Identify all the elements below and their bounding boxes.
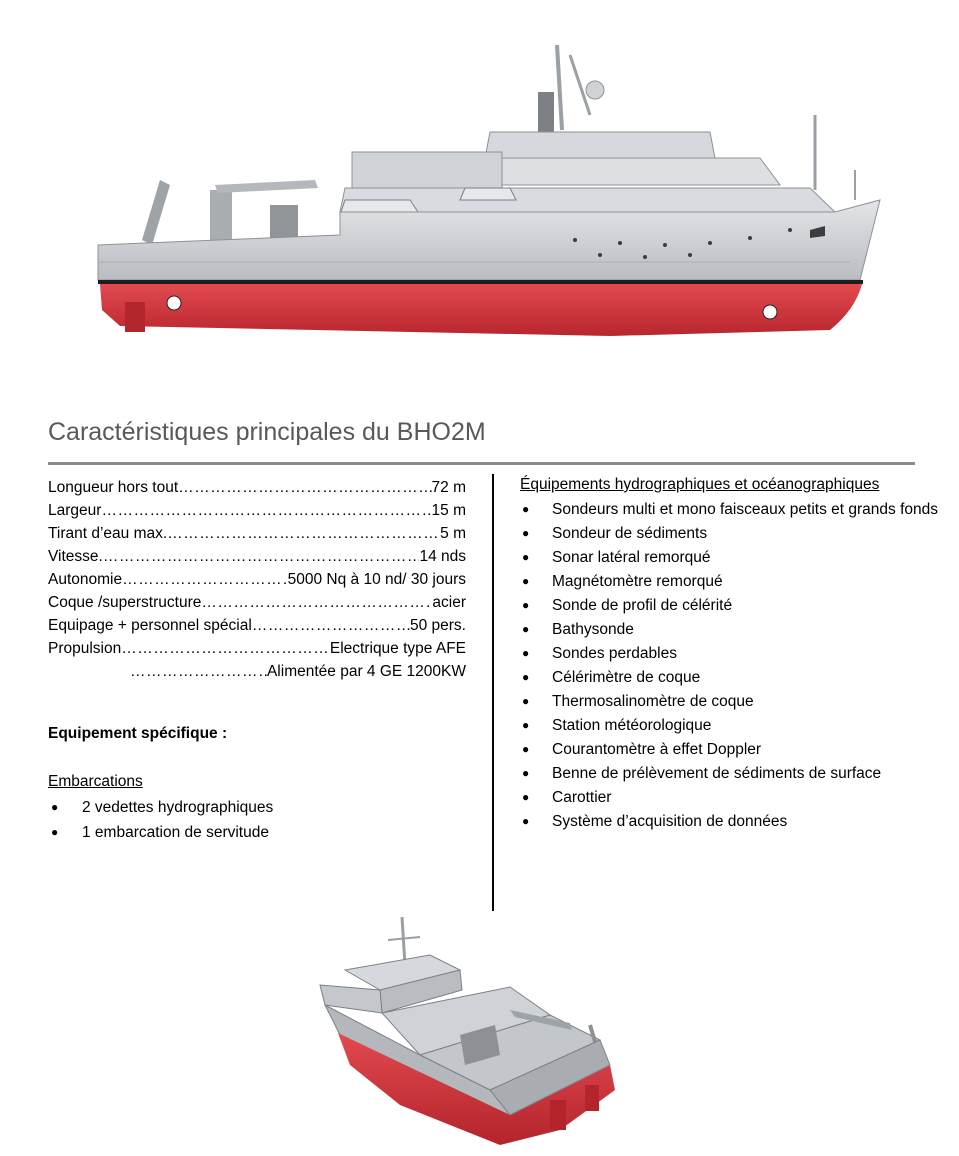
spec-label: Tirant d’eau max. — [48, 525, 168, 542]
list-item-text: Système d’acquisition de données — [552, 813, 788, 830]
list-item — [520, 666, 940, 690]
spec-crew — [48, 614, 466, 637]
bullet-icon: ● — [522, 766, 530, 780]
boats-heading: Embarcations — [48, 773, 143, 790]
spec-label: Coque /superstructure — [48, 594, 202, 611]
list-item-text: Bathysonde — [552, 621, 634, 638]
bullet-icon: ● — [522, 670, 530, 684]
spec-label: Propulsion — [48, 640, 122, 657]
list-item — [520, 546, 940, 570]
spec-speed — [48, 545, 466, 568]
bullet-icon: ● — [522, 790, 530, 804]
list-item-text: Sondeur de sédiments — [552, 525, 708, 542]
spec-value: 50 pers. — [409, 617, 466, 634]
spec-label: Autonomie — [48, 571, 123, 588]
hydro-heading: Équipements hydrographiques et océanographiques — [520, 476, 880, 493]
spec-draught — [48, 522, 466, 545]
spec-value: 5 m — [440, 525, 466, 542]
bullet-icon: ● — [522, 502, 530, 516]
list-item — [48, 795, 273, 820]
list-item — [520, 522, 940, 546]
bullet-icon: ● — [522, 646, 530, 660]
list-item-text: Magnétomètre remorqué — [552, 573, 723, 590]
spec-value: 72 m — [431, 479, 466, 496]
list-item-text: Sonar latéral remorqué — [552, 549, 711, 566]
spec-hull — [48, 591, 466, 614]
bullet-icon: ● — [522, 742, 530, 756]
list-item — [520, 642, 940, 666]
list-item-text: Benne de prélèvement de sédiments de surface — [552, 765, 882, 782]
spec-value: Alimentée par 4 GE 1200KW — [266, 663, 466, 680]
bullet-icon: ● — [522, 550, 530, 564]
list-item — [520, 570, 940, 594]
list-item-text: Courantomètre à effet Doppler — [552, 741, 762, 758]
bullet-icon: ● — [522, 598, 530, 612]
spec-value: 14 nds — [419, 548, 466, 565]
title-divider — [48, 462, 915, 465]
column-divider — [492, 474, 494, 911]
spec-value: acier — [432, 594, 466, 611]
list-item — [520, 810, 940, 834]
equipment-heading: Equipement spécifique : — [48, 725, 228, 742]
spec-label: Largeur — [48, 502, 102, 519]
hydro-list — [520, 498, 940, 834]
list-item-text: Célérimètre de coque — [552, 669, 701, 686]
spec-label: Longueur hors tout — [48, 479, 179, 496]
spec-value: Electrique type AFE — [329, 640, 466, 657]
ship-side-view-image — [90, 40, 890, 345]
list-item-text: Carottier — [552, 789, 612, 806]
bullet-icon: ● — [51, 800, 59, 814]
boats-list — [48, 795, 273, 845]
list-item — [48, 820, 273, 845]
list-item-text: Sonde de profil de célérité — [552, 597, 733, 614]
spec-label: Vitesse. — [48, 548, 103, 565]
page-title: Caractéristiques principales du BHO2M — [48, 418, 486, 446]
list-item — [520, 618, 940, 642]
list-item — [520, 690, 940, 714]
list-item-text: Sondes perdables — [552, 645, 677, 662]
spec-length — [48, 476, 466, 499]
list-item — [520, 498, 940, 522]
list-item — [520, 786, 940, 810]
bullet-icon: ● — [51, 825, 59, 839]
spec-value: 5000 Nq à 10 nd/ 30 jours — [287, 571, 466, 588]
bullet-icon: ● — [522, 574, 530, 588]
list-item — [520, 738, 940, 762]
ship-three-quarter-view-image — [310, 915, 620, 1150]
bullet-icon: ● — [522, 622, 530, 636]
specs-list — [48, 476, 466, 683]
spec-propulsion — [48, 637, 466, 660]
spec-label: Equipage + personnel spécial — [48, 617, 252, 634]
bullet-icon: ● — [522, 526, 530, 540]
list-item — [520, 714, 940, 738]
list-item — [520, 762, 940, 786]
list-item-text: Thermosalinomètre de coque — [552, 693, 754, 710]
bullet-icon: ● — [522, 694, 530, 708]
list-item-text: Station météorologique — [552, 717, 712, 734]
spec-power — [48, 660, 466, 683]
list-item-text: 1 embarcation de servitude — [82, 824, 269, 841]
list-item-text: 2 vedettes hydrographiques — [82, 799, 274, 816]
list-item — [520, 594, 940, 618]
bullet-icon: ● — [522, 814, 530, 828]
bullet-icon: ● — [522, 718, 530, 732]
spec-value: 15 m — [431, 502, 466, 519]
spec-endurance — [48, 568, 466, 591]
list-item-text: Sondeurs multi et mono faisceaux petits et grands fonds — [552, 501, 938, 518]
spec-beam — [48, 499, 466, 522]
